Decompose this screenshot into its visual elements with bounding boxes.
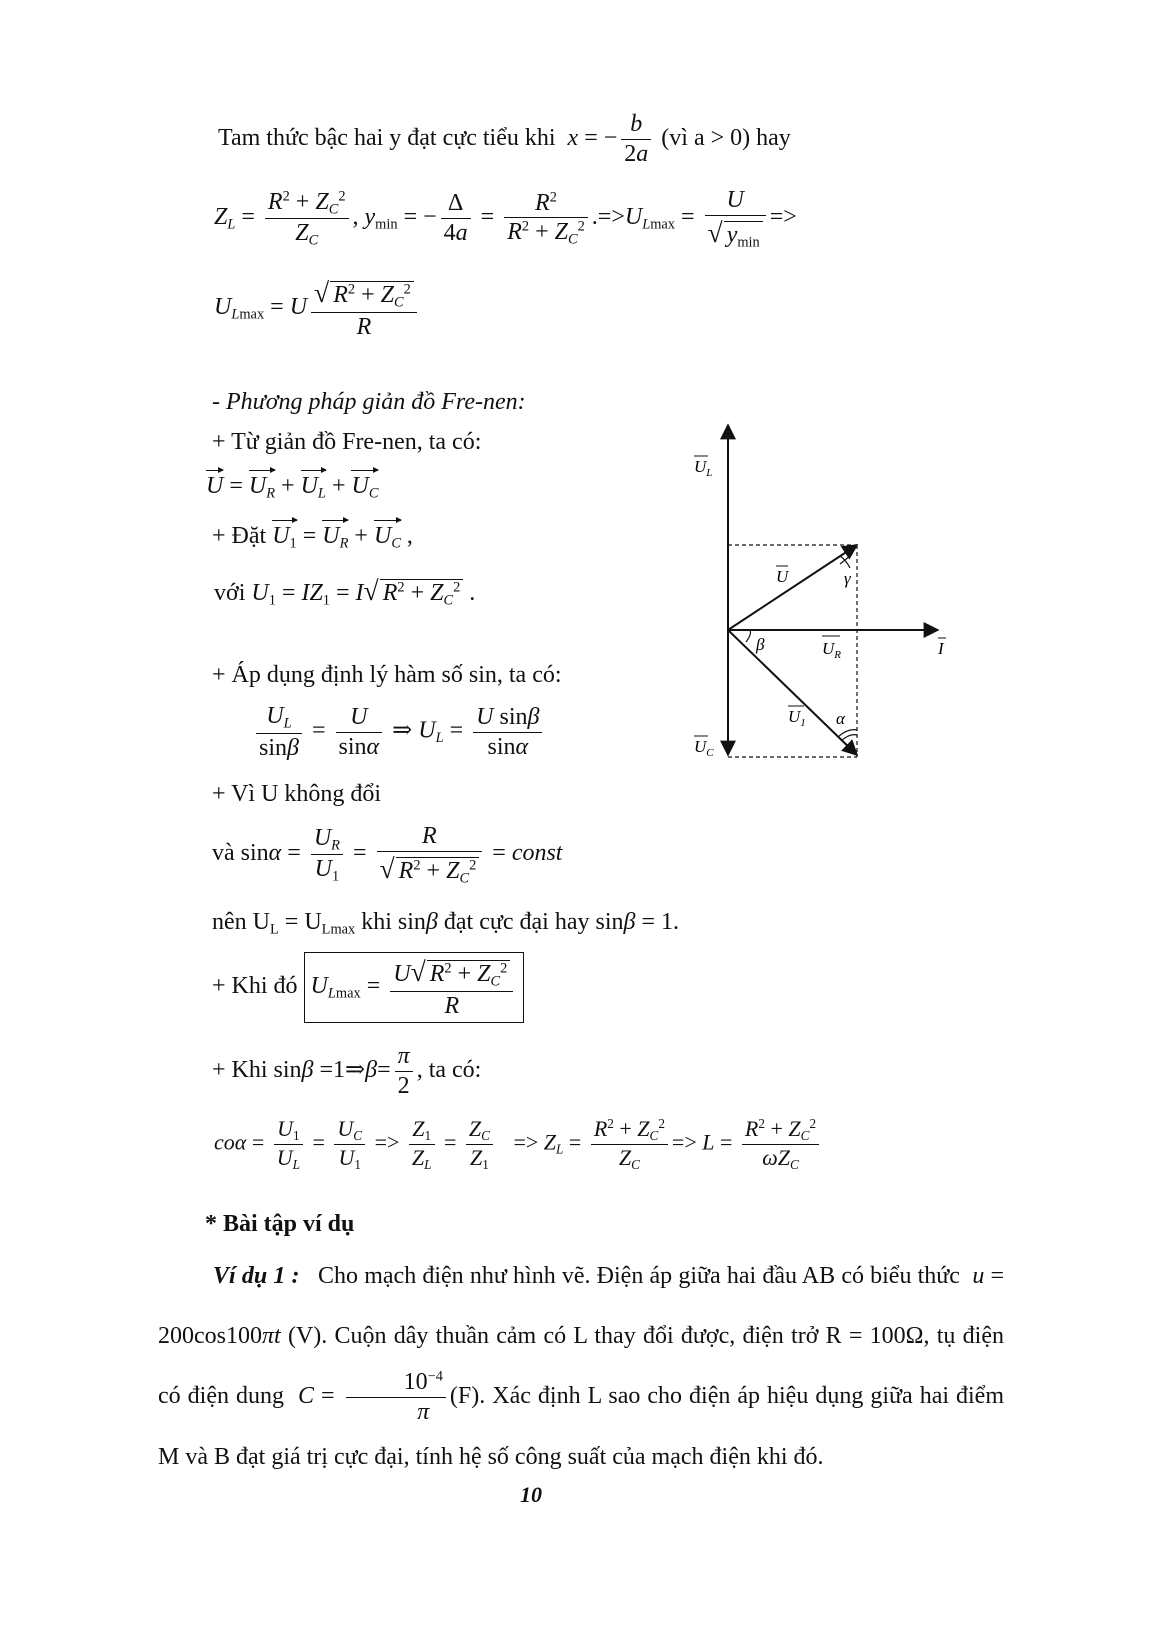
- minimum-condition-line: Tam thức bậc hai y đạt cực tiểu khi x = − $\frac{b}{2a}$ (vì a > 0) hay: [218, 111, 791, 167]
- label-ul: $U_L$: [694, 457, 713, 479]
- label-alpha: α: [836, 709, 845, 728]
- label-gamma: γ: [844, 569, 851, 588]
- result-box: $U_{Lmax}$ = $\frac{U√ R^2 + Z_C^2}{R}$: [304, 952, 525, 1023]
- sin-alpha-formula: và sinα = $\frac{U_R}{U_1}$ = $\frac{R}{√ R^2 + Z_C^2}$ = const: [212, 823, 563, 887]
- label-uc: $U_C$: [694, 737, 714, 759]
- label-u: U: [776, 567, 789, 586]
- example-paragraph: Ví dụ 1 : Cho mạch điện như hình vẽ. Điện áp giữa hai đầu AB có biểu thức u = 200cos100πt (V). Cuộn dây thuần cảm có L thay đổi được, điện trở R = 100Ω, tụ điện có điện dung C = $\frac{10^{-4}}{\pi}$ (F). Xác định L sao cho điện áp hiệu dụng giữa hai điểm M và B đạt giá trị cực đại, tính hệ số công suất của mạch điện khi đó.: [158, 1263, 1005, 1470]
- beta-arc: [746, 630, 751, 642]
- label-ur: $U_R$: [822, 639, 842, 661]
- alpha-arc-2: [841, 735, 857, 741]
- capacitance-expression: C = $\frac{10^{-4}}{\pi}$: [291, 1383, 450, 1409]
- label-i: I: [938, 639, 944, 658]
- example-label: Ví dụ 1 :: [213, 1263, 300, 1289]
- u1-formula: với $U_1 = IZ_1 = I√$ $R^2 + Z_C^2$ .: [214, 575, 476, 609]
- u-const-text: + Vì U không đổi: [212, 781, 382, 807]
- ul-max-condition-text: nên $U_L = U_{Lmax}$ khi sinβ đạt cực đại hay sinβ = 1.: [212, 909, 679, 938]
- zl-ymin-formula: $Z_L$ = $\frac{R^2 + Z_C^2}{Z_C}$ , $y_{min}$ = − $\frac{\Delta}{4a}$ = $\frac{R^2}{R^2 + Z_C^2}$ $.=>U_{Lmax}$ = $\frac{U}{√ y_{min}}$ =>: [214, 187, 797, 251]
- beta-pi-half-formula: + Khi sinβ =1⇒β= $\frac{\pi}{2}$ , ta có:: [212, 1043, 482, 1099]
- sine-rule-formula: $\frac{U_L}{\sin\beta}$ = $\frac{U}{\sin\alpha}$ ⇒ $U_L$ = $\frac{\text{U sinβ}}{\sin\alpha}$: [252, 702, 546, 762]
- voltage-expression: u = 200cos100πt: [158, 1263, 1005, 1349]
- vector-sum-formula: $U = U_R + U_L + U_C$: [206, 473, 379, 502]
- label-u1: $U_1$: [788, 707, 806, 729]
- x-formula: x = − $\frac{b}{2a}$: [562, 125, 656, 151]
- set-u1-formula: + Đặt $U_1 = U_R + U_C$ ,: [212, 523, 413, 552]
- label-beta: β: [756, 635, 765, 654]
- page-number: 10: [520, 1482, 542, 1507]
- method-heading: - Phương pháp giản đồ Fre-nen:: [212, 389, 526, 415]
- apply-sin-text: + Áp dụng định lý hàm số sin, ta có:: [212, 662, 562, 688]
- boxed-result: + Khi đó $U_{Lmax}$ = $\frac{U√ R^2 + Z_C^2}{R}$: [212, 952, 524, 1023]
- example-header: * Bài tập ví dụ: [205, 1211, 355, 1237]
- l-result-formula: coα = $\frac{U_1}{U_L}$ = $\frac{U_C}{U_1}$ => $\frac{Z_1}{Z_L}$ = $\frac{Z_C}{Z_1}$ => $Z_L$ = $\frac{R^2 + Z_C^2}{Z_C}$ => L = $\frac{R^2 + Z_C^2}{\omega Z_C}$: [214, 1116, 823, 1173]
- ulmax-formula-1: $U_{Lmax} = U$ $\frac{√ R^2 + Z_C^2}{R}$: [214, 276, 421, 341]
- fresnel-diagram: [680, 410, 980, 770]
- u-phasor: [728, 545, 857, 630]
- from-diagram-text: + Từ giản đồ Fre-nen, ta có:: [212, 429, 482, 455]
